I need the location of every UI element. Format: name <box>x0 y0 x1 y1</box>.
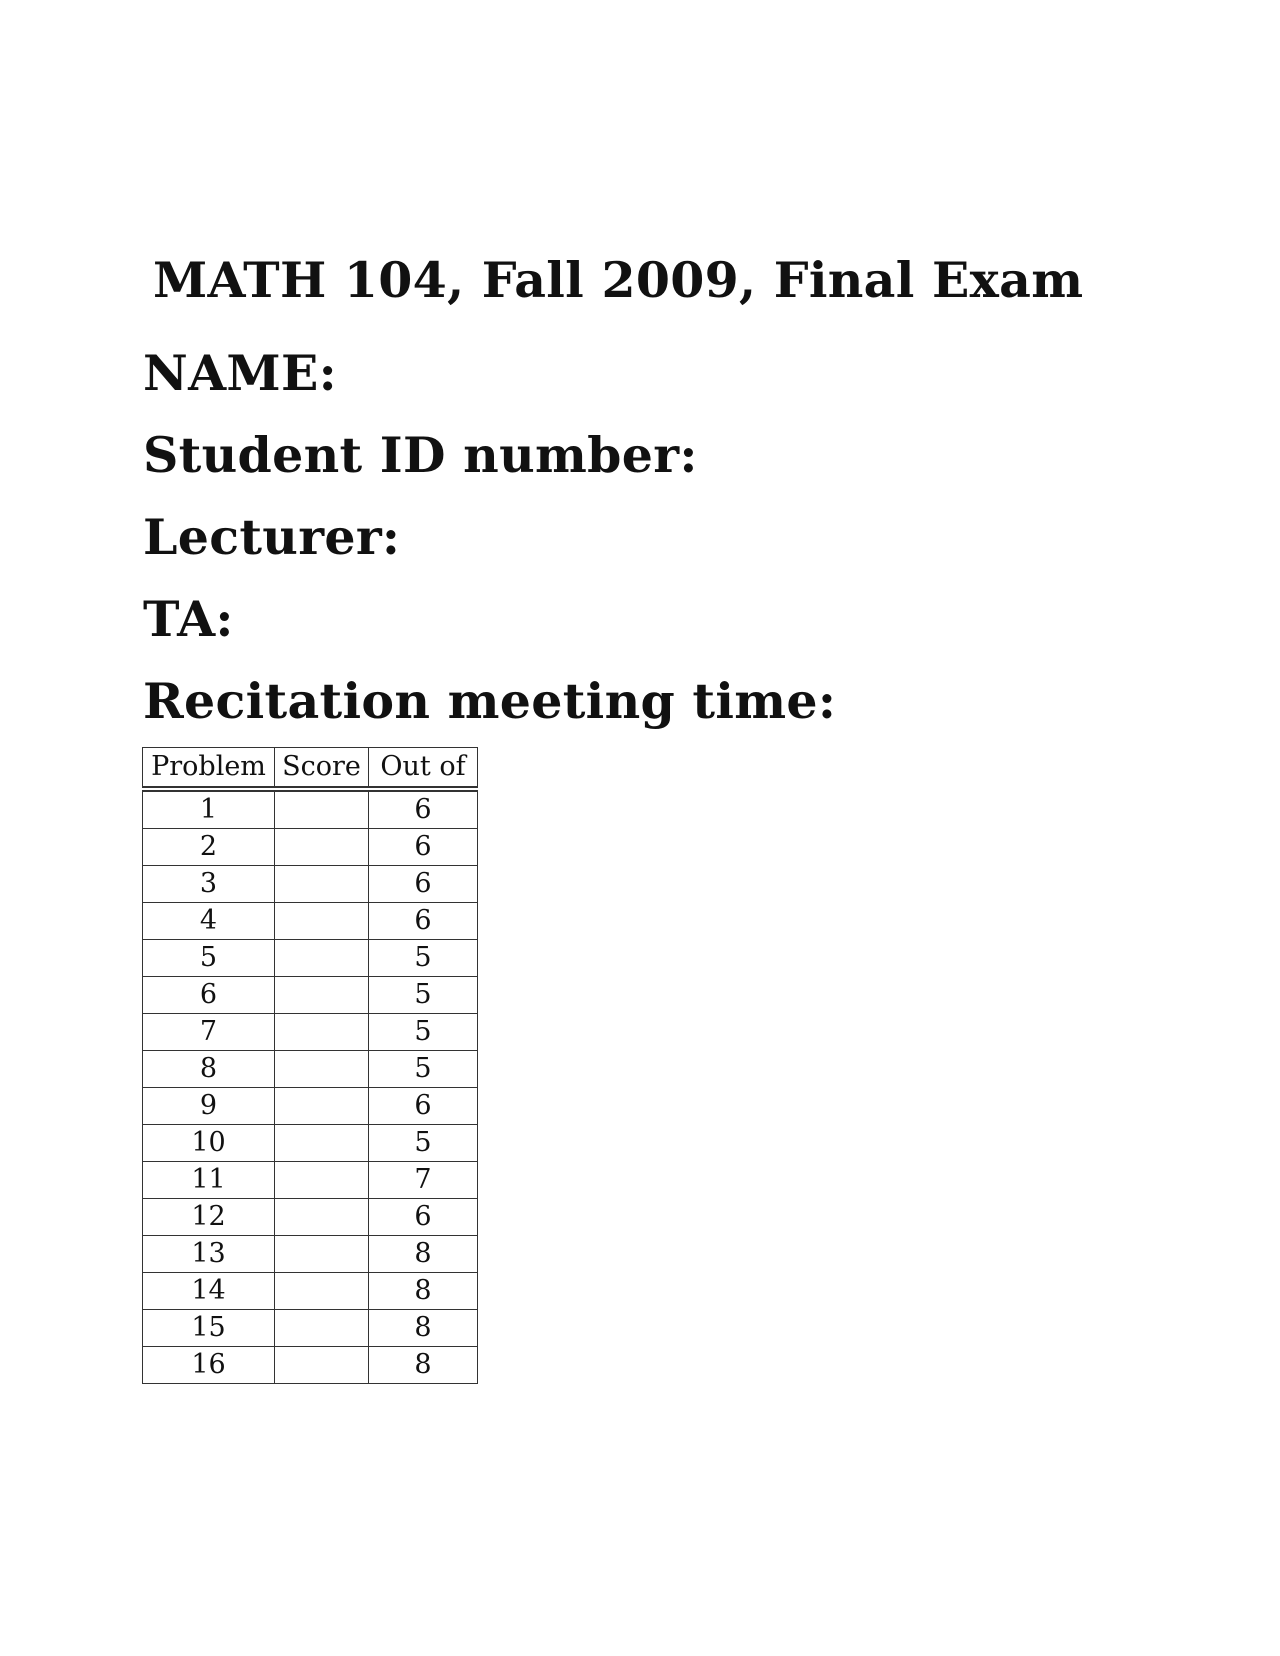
out-of-value: 5 <box>369 940 478 977</box>
out-of-value: 7 <box>369 1162 478 1199</box>
table-row <box>143 940 478 977</box>
score-cell[interactable] <box>275 1310 369 1347</box>
out-of-value: 6 <box>369 1199 478 1236</box>
score-cell[interactable] <box>275 1273 369 1310</box>
table-row <box>143 1162 478 1199</box>
header-out-of: Out of <box>369 748 478 790</box>
recitation-time-label: Recitation meeting time: <box>143 672 837 730</box>
out-of-value: 6 <box>369 789 478 829</box>
problem-number: 12 <box>143 1199 275 1236</box>
score-table <box>142 747 478 1384</box>
score-cell[interactable] <box>275 866 369 903</box>
problem-number: 6 <box>143 977 275 1014</box>
problem-number: 8 <box>143 1051 275 1088</box>
score-table-header-row <box>143 748 478 790</box>
out-of-value: 8 <box>369 1236 478 1273</box>
table-row <box>143 789 478 829</box>
table-row <box>143 1125 478 1162</box>
score-cell[interactable] <box>275 1236 369 1273</box>
problem-number: 16 <box>143 1347 275 1384</box>
problem-number: 13 <box>143 1236 275 1273</box>
ta-label: TA: <box>143 590 234 648</box>
out-of-value: 6 <box>369 829 478 866</box>
problem-number: 14 <box>143 1273 275 1310</box>
table-row <box>143 866 478 903</box>
score-cell[interactable] <box>275 1014 369 1051</box>
score-cell[interactable] <box>275 789 369 829</box>
table-row <box>143 1199 478 1236</box>
score-cell[interactable] <box>275 1162 369 1199</box>
table-row <box>143 829 478 866</box>
out-of-value: 6 <box>369 903 478 940</box>
out-of-value: 5 <box>369 1125 478 1162</box>
score-cell[interactable] <box>275 829 369 866</box>
student-id-label: Student ID number: <box>143 426 698 484</box>
table-row <box>143 1051 478 1088</box>
problem-number: 10 <box>143 1125 275 1162</box>
problem-number: 4 <box>143 903 275 940</box>
name-label: NAME: <box>143 344 337 402</box>
problem-number: 1 <box>143 789 275 829</box>
out-of-value: 5 <box>369 1014 478 1051</box>
out-of-value: 6 <box>369 866 478 903</box>
table-row <box>143 903 478 940</box>
header-problem: Problem <box>143 748 275 790</box>
header-score: Score <box>275 748 369 790</box>
problem-number: 2 <box>143 829 275 866</box>
score-cell[interactable] <box>275 940 369 977</box>
score-cell[interactable] <box>275 1125 369 1162</box>
lecturer-label: Lecturer: <box>143 508 401 566</box>
table-row <box>143 977 478 1014</box>
table-row <box>143 1088 478 1125</box>
out-of-value: 8 <box>369 1310 478 1347</box>
table-row <box>143 1273 478 1310</box>
score-cell[interactable] <box>275 1088 369 1125</box>
problem-number: 15 <box>143 1310 275 1347</box>
out-of-value: 5 <box>369 1051 478 1088</box>
table-row <box>143 1014 478 1051</box>
score-cell[interactable] <box>275 1347 369 1384</box>
table-row <box>143 1310 478 1347</box>
table-row <box>143 1347 478 1384</box>
out-of-value: 8 <box>369 1347 478 1384</box>
problem-number: 3 <box>143 866 275 903</box>
table-row <box>143 1236 478 1273</box>
score-cell[interactable] <box>275 1051 369 1088</box>
out-of-value: 8 <box>369 1273 478 1310</box>
score-cell[interactable] <box>275 977 369 1014</box>
problem-number: 11 <box>143 1162 275 1199</box>
out-of-value: 6 <box>369 1088 478 1125</box>
score-cell[interactable] <box>275 1199 369 1236</box>
score-cell[interactable] <box>275 903 369 940</box>
problem-number: 5 <box>143 940 275 977</box>
problem-number: 7 <box>143 1014 275 1051</box>
problem-number: 9 <box>143 1088 275 1125</box>
exam-title: MATH 104, Fall 2009, Final Exam <box>153 251 1084 309</box>
out-of-value: 5 <box>369 977 478 1014</box>
